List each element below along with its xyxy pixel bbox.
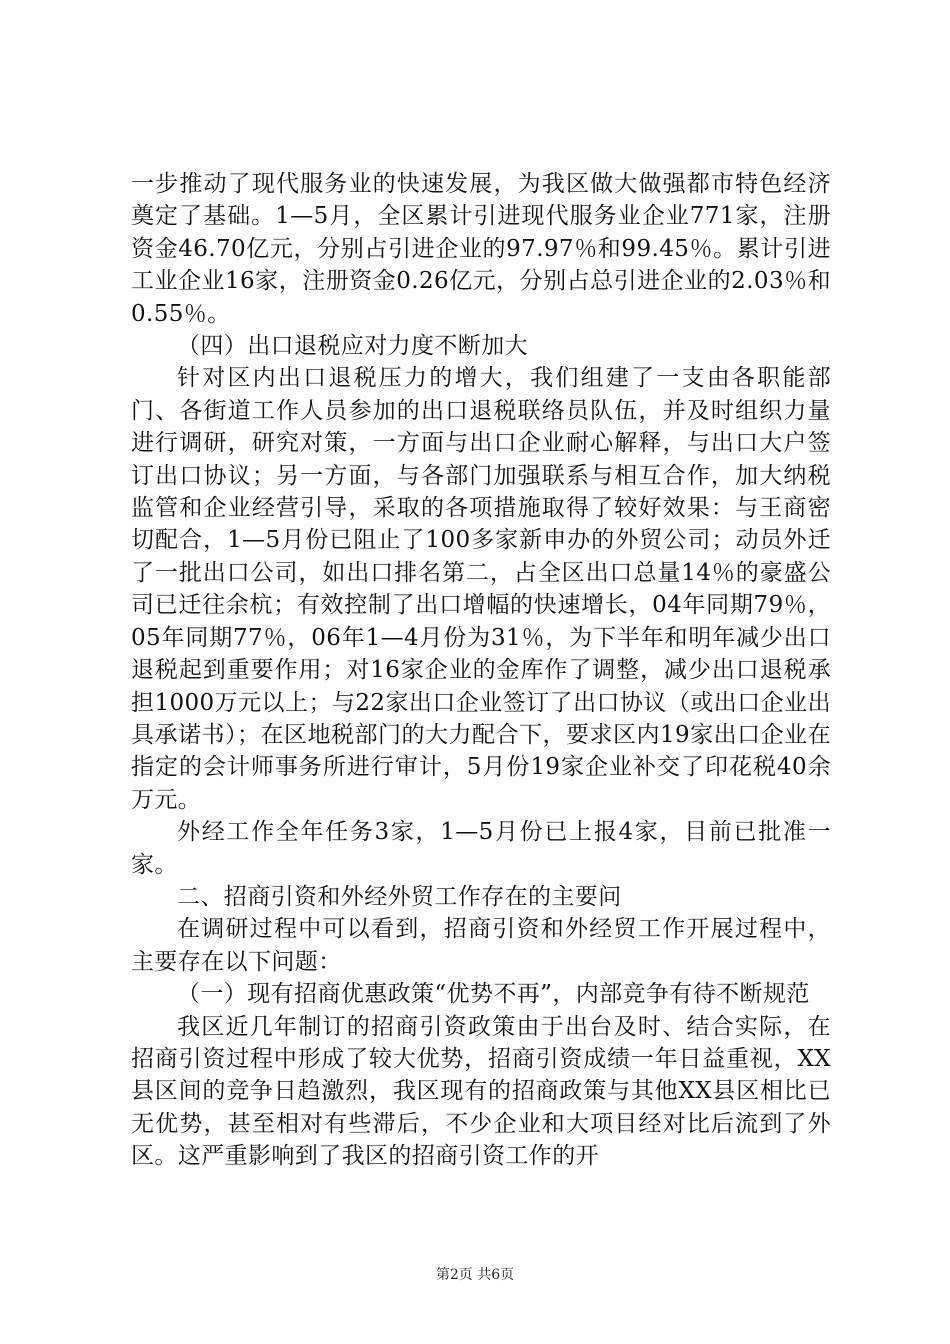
- paragraph-policy: 我区近几年制订的招商引资政策由于出台及时、结合实际，在招商引资过程中形成了较大优势，招商引资成绩一年日益重视，XX县区间的竞争日趋激烈，我区现有的招商政策与其他XX县区相比已无优势，甚至相对有些滞后，不少企业和大项目经对比后流到了外区。这严重影响到了我区的招商引资工作的开: [131, 1013, 831, 1170]
- paragraph-foreign-economy: 外经工作全年任务3家，1—5月份已上报4家，目前已批准一家。: [131, 819, 831, 878]
- paragraph-export-tax: 针对区内出口退税压力的增大，我们组建了一支由各职能部门、各街道工作人员参加的出口退税联络员队伍，并及时组织力量进行调研，研究对策，一方面与出口企业耐心解释，与出口大户签订出口协议；另一方面，与各部门加强联系与相互合作，加大纳税监管和企业经营引导，采取的各项措施取得了较好效果：与王商密切配合，1—5月份已阻止了100多家新申办的外贸公司；动员外迁了一批出口公司，如出口排名第二，占全区出口总量14％的豪盛公司已迁往余杭；有效控制了出口增幅的快速增长，04年同期79％，05年同期77％，06年1—4月份为31％，为下半年和明年减少出口退税起到重要作用；对16家企业的金库作了调整，减少出口退税承担1000万元以上；与22家出口企业签订了出口协议（或出口企业出具承诺书）；在区地税部门的大力配合下，要求区内19家出口企业在指定的会计师事务所进行审计，5月份19家企业补交了印花税40余万元。: [131, 365, 831, 813]
- body-text: [131, 168, 831, 1173]
- paragraph-problems-intro: 在调研过程中可以看到，招商引资和外经贸工作开展过程中，主要存在以下问题：: [131, 916, 831, 975]
- subsection-heading-1: （一）现有招商优惠政策“优势不再”，内部竞争有待不断规范: [177, 981, 810, 1008]
- section-heading-4: （四）出口退税应对力度不断加大: [177, 333, 528, 360]
- section-heading-problems: 二、招商引资和外经外贸工作存在的主要问: [177, 883, 622, 910]
- paragraph-continuation: 一步推动了现代服务业的快速发展，为我区做大做强都市特色经济奠定了基础。1—5月，全区累计引进现代服务业企业771家，注册资金46.70亿元，分别占引进企业的97.97％和99.45％。累计引进工业企业16家，注册资金0.26亿元，分别占总引进企业的2.03％和0.55％。: [131, 171, 831, 327]
- page-footer: 第2页 共6页: [435, 1267, 515, 1283]
